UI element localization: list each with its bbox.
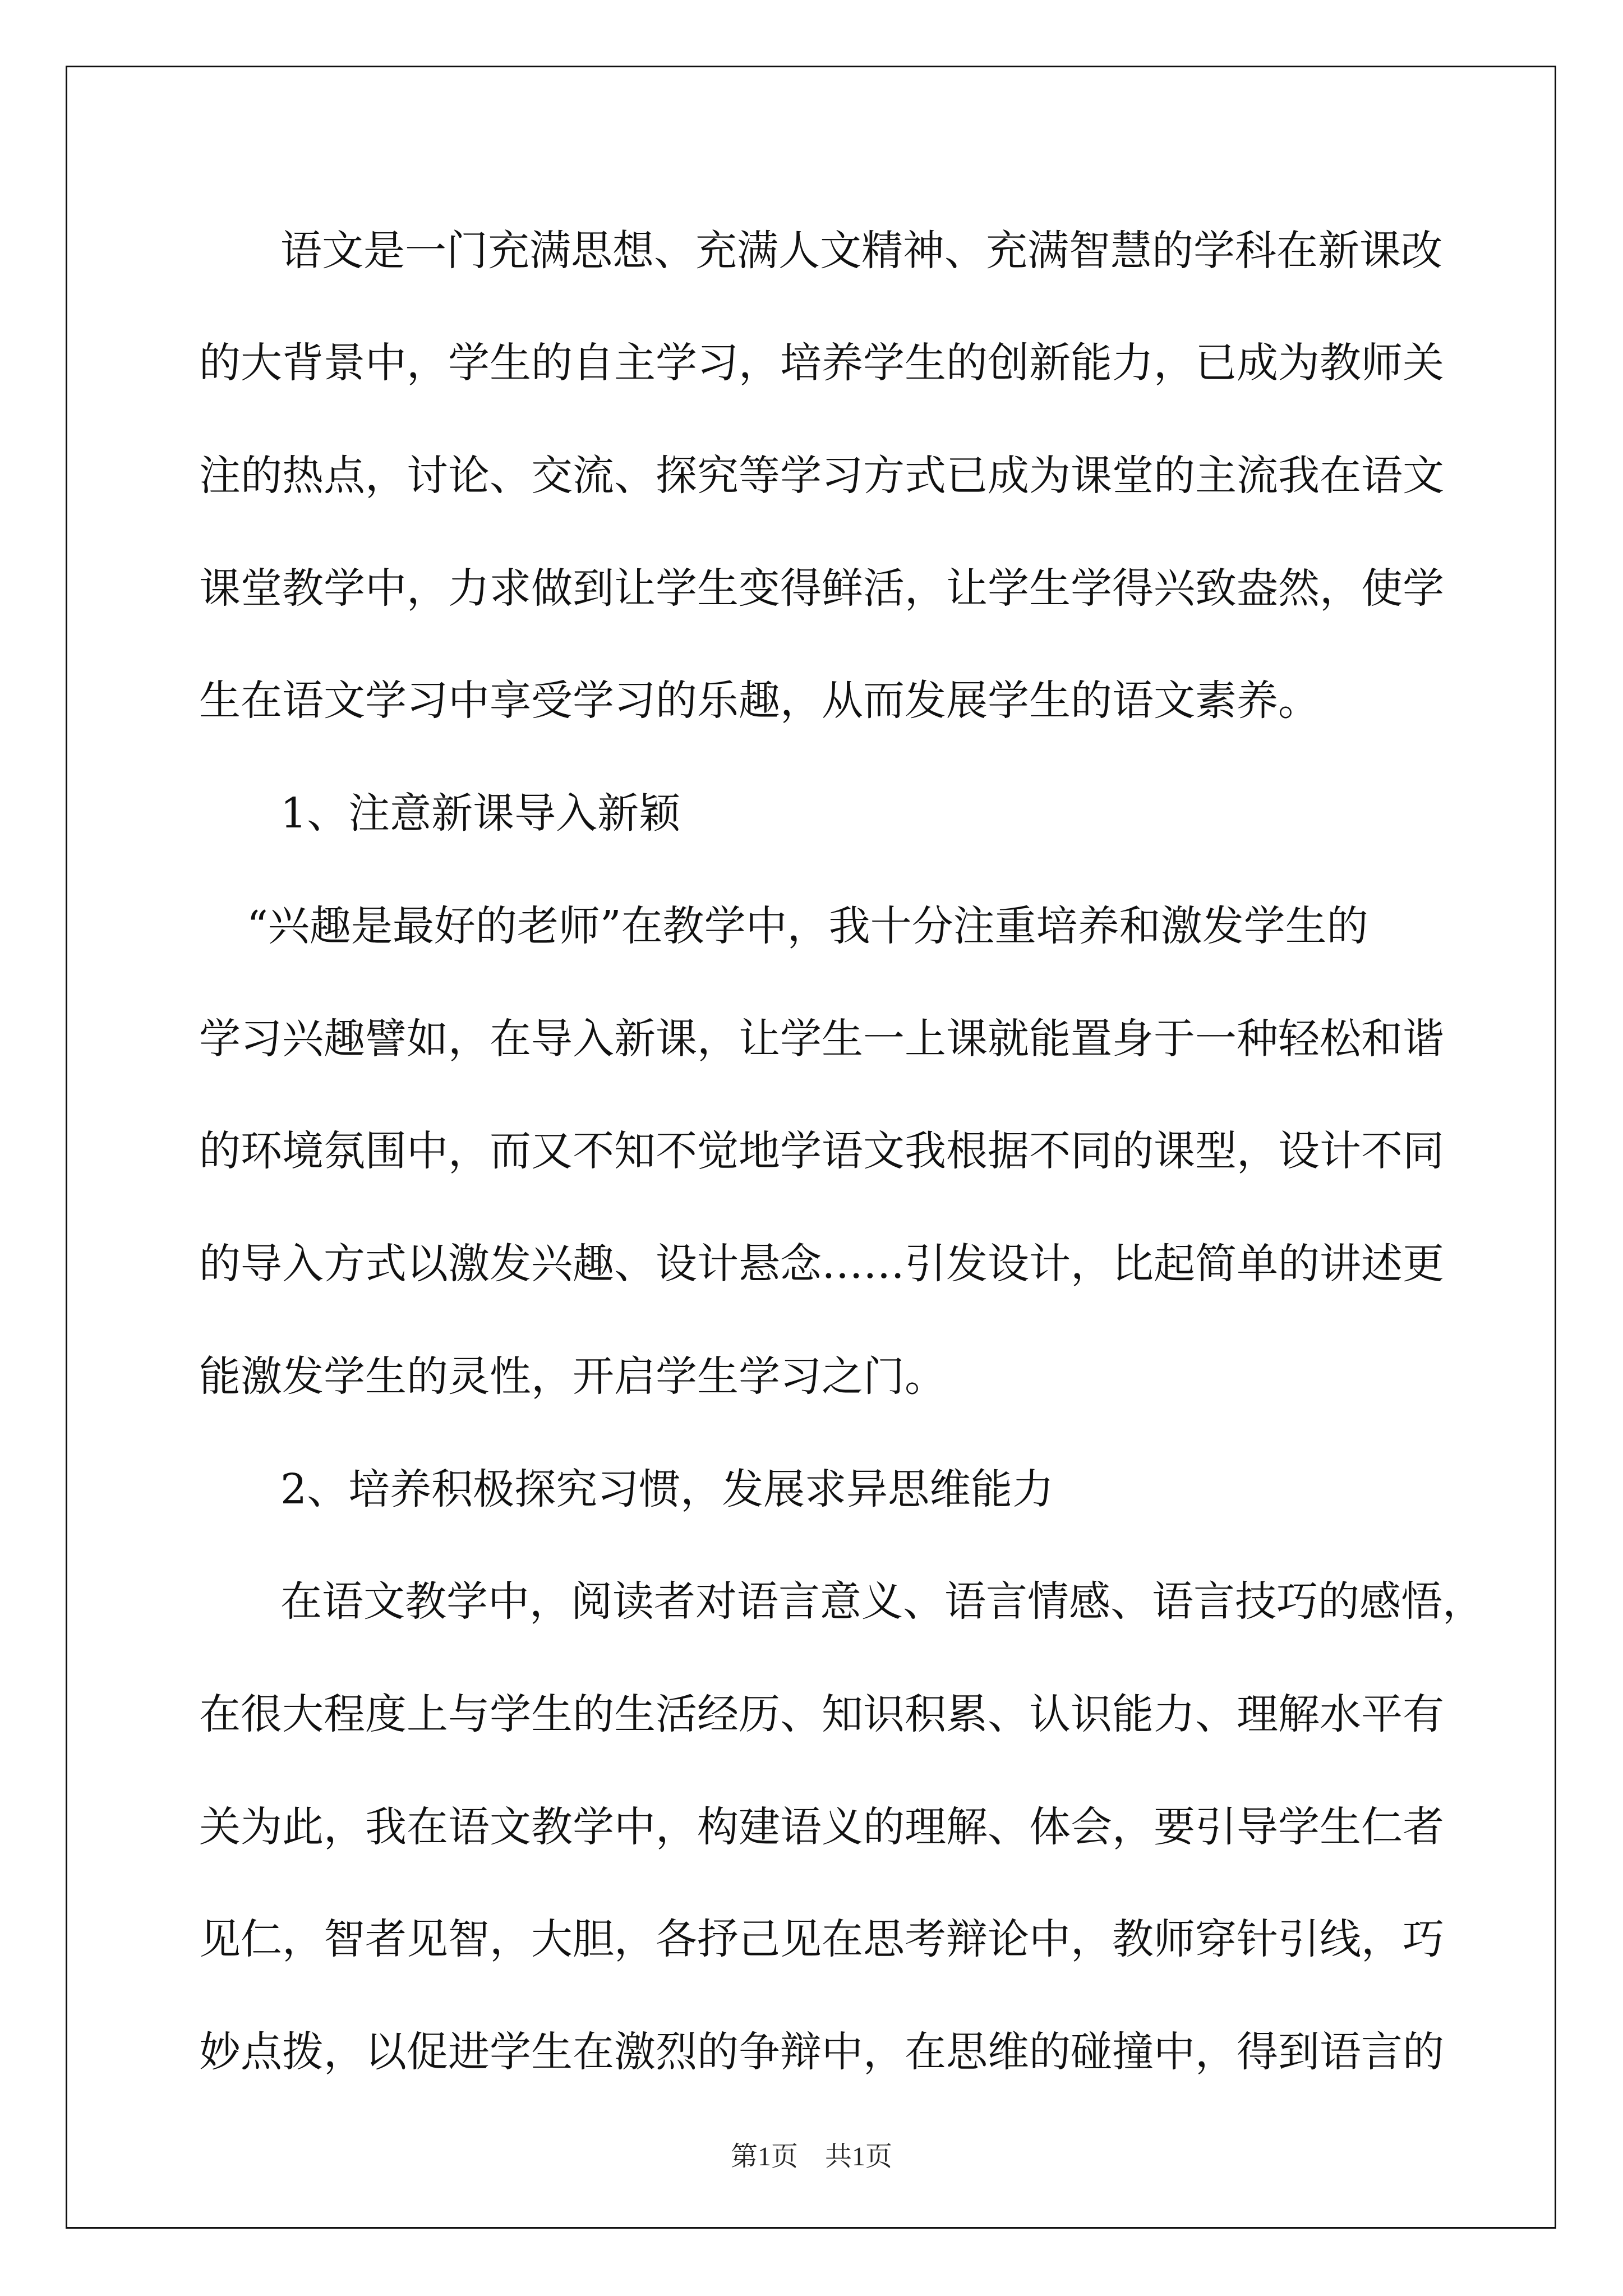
paragraph-1-line-5: 生在语文学习中享受学习的乐趣，从而发展学生的语文素养。 [199, 677, 1320, 725]
paragraph-3-line-3: 关为此，我在语文教学中，构建语义的理解、体会，要引导学生仁者 [199, 1803, 1444, 1851]
paragraph-1-line-4: 课堂教学中，力求做到让学生变得鲜活，让学生学得兴致盎然，使学 [199, 564, 1444, 613]
paragraph-1-line-1: 语文是一门充满思想、充满人文精神、充满智慧的学科在新课改 [280, 227, 1442, 275]
paragraph-1-line-2: 的大背景中，学生的自主学习，培养学生的创新能力，已成为教师关 [199, 339, 1444, 387]
section-heading-1: 1、注意新课导入新颖 [280, 789, 681, 838]
section-heading-2: 2、培养积极探究习惯，发展求异思维能力 [280, 1465, 1054, 1513]
page-number-footer: 第1页 共1页 [730, 2142, 892, 2171]
paragraph-2-line-2: 学习兴趣譬如，在导入新课，让学生一上课就能置身于一种轻松和谐 [199, 1015, 1444, 1063]
paragraph-2-line-3: 的环境氛围中，而又不知不觉地学语文我根据不同的课型，设计不同 [199, 1127, 1444, 1175]
paragraph-3-line-5: 妙点拨，以促进学生在激烈的争辩中，在思维的碰撞中，得到语言的 [199, 2028, 1444, 2076]
paragraph-1-line-3: 注的热点，讨论、交流、探究等学习方式已成为课堂的主流我在语文 [199, 452, 1444, 500]
paragraph-2-line-1: “兴趣是最好的老师”在教学中，我十分注重培养和激发学生的 [247, 902, 1368, 950]
paragraph-3-line-4: 见仁，智者见智，大胆，各抒己见在思考辩论中，教师穿针引线，巧 [199, 1915, 1444, 1963]
paragraph-3-line-2: 在很大程度上与学生的生活经历、知识积累、认识能力、理解水平有 [199, 1690, 1444, 1738]
paragraph-2-line-4: 的导入方式以激发兴趣、设计悬念……引发设计，比起简单的讲述更 [199, 1240, 1444, 1288]
paragraph-2-line-5: 能激发学生的灵性，开启学生学习之门。 [199, 1352, 946, 1401]
paragraph-3-line-1: 在语文教学中，阅读者对语言意义、语言情感、语言技巧的感悟， [280, 1577, 1484, 1626]
